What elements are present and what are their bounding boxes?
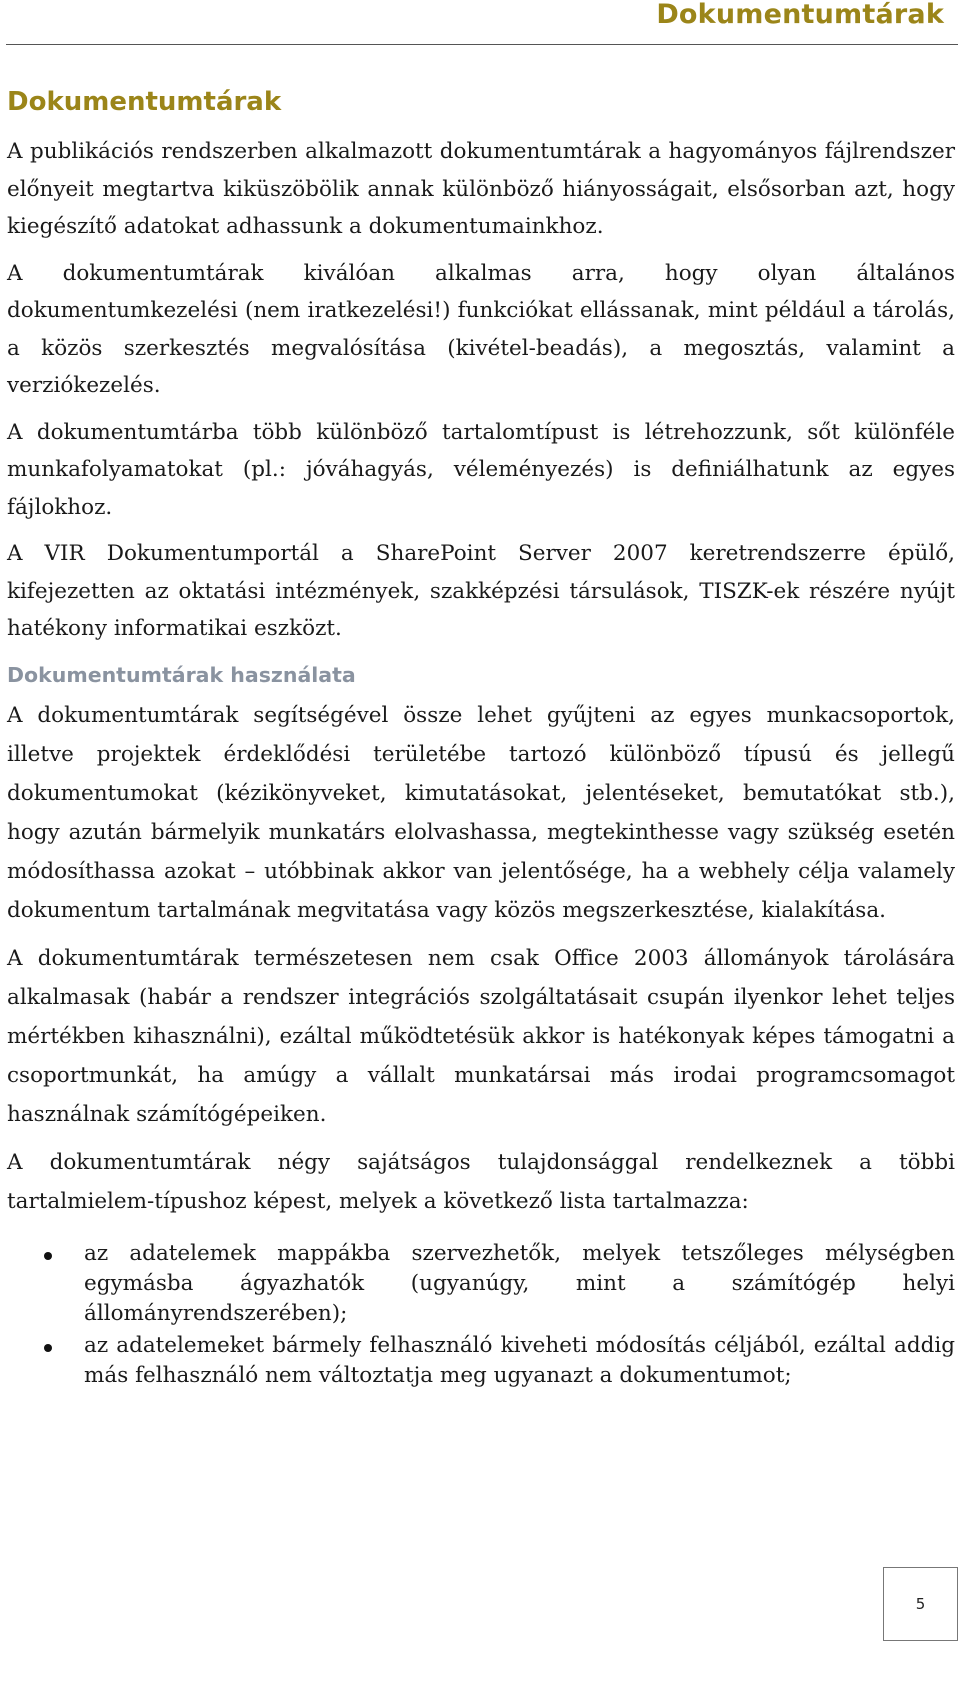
subsection-title: Dokumentumtárak használata xyxy=(7,662,356,687)
page-content xyxy=(7,80,955,1393)
paragraph: A VIR Dokumentumportál a SharePoint Server 2007 keretrendszerre épülő, kifejezetten az oktatási intézmények, szakképzési társulások, TISZK-ek részére nyújt hatékony informatikai eszközt. xyxy=(7,541,955,641)
paragraph: A dokumentumtárak segítségével össze lehet gyűjteni az egyes munkacsoportok, illetve projektek érdeklődési területébe tartozó különböző típusú és jellegű dokumentumokat (kézikönyveket, kimutatásokat, jelentéseket, bemutatókat stb.), hogy azután bármelyik munkatárs elolvashassa, megtekinthesse vagy szükség esetén módosíthassa azokat – utóbbinak akkor van jelentősége, ha a webhely célja valamely dokumentum tartalmának megvitatása vagy közös megszerkesztése, kialakítása. xyxy=(7,702,955,923)
list-item xyxy=(7,1239,955,1329)
feature-list xyxy=(7,1239,955,1391)
bullet-icon xyxy=(44,1344,52,1352)
section-title: Dokumentumtárak xyxy=(7,87,282,117)
bullet-icon xyxy=(44,1252,52,1260)
list-item xyxy=(7,1331,955,1391)
list-item-text: az adatelemeket bármely felhasználó kiveheti módosítás céljából, ezáltal addig más felhasználó nem változtatja meg ugyanazt a dokumentumot; xyxy=(84,1332,955,1388)
page-number: 5 xyxy=(883,1567,958,1641)
paragraph: A dokumentumtárak természetesen nem csak Office 2003 állományok tárolására alkalmasak (habár a rendszer integrációs szolgáltatásait csupán ilyenkor lehet teljes mértékben kihasználni), ezáltal működtetésük akkor is hatékonyak képes támogatni a csoportmunkát, ha amúgy a vállalt munkatársai más irodai programcsomagot használnak számítógépeiken. xyxy=(7,945,955,1127)
paragraph: A dokumentumtárak négy sajátságos tulajdonsággal rendelkeznek a többi tartalmielem-típushoz képest, melyek a következő lista tartalmazza: xyxy=(7,1149,955,1214)
header-divider xyxy=(6,44,958,45)
list-item-text: az adatelemek mappákba szervezhetők, melyek tetszőleges mélységben egymásba ágyazhatók (ugyanúgy, mint a számítógép helyi állományrendszerében); xyxy=(84,1240,955,1326)
paragraph: A dokumentumtárak kiválóan alkalmas arra, hogy olyan általános dokumentumkezelési (nem iratkezelési!) funkciókat ellássanak, mint például a tárolás, a közös szerkesztés megvalósítása (kivétel-beadás), a megosztás, valamint a verziókezelés. xyxy=(7,260,955,398)
paragraph: A dokumentumtárba több különböző tartalomtípust is létrehozzunk, sőt különféle munkafolyamatokat (pl.: jóváhagyás, véleményezés) is definiálhatunk az egyes fájlokhoz. xyxy=(7,419,955,520)
running-header: Dokumentumtárak xyxy=(656,0,944,30)
paragraph: A publikációs rendszerben alkalmazott dokumentumtárak a hagyományos fájlrendszer előnyeit megtartva kiküszöbölik annak különböző hiányosságait, elsősorban azt, hogy kiegészítő adatokat adhassunk a dokumentumainkhoz. xyxy=(7,139,955,239)
